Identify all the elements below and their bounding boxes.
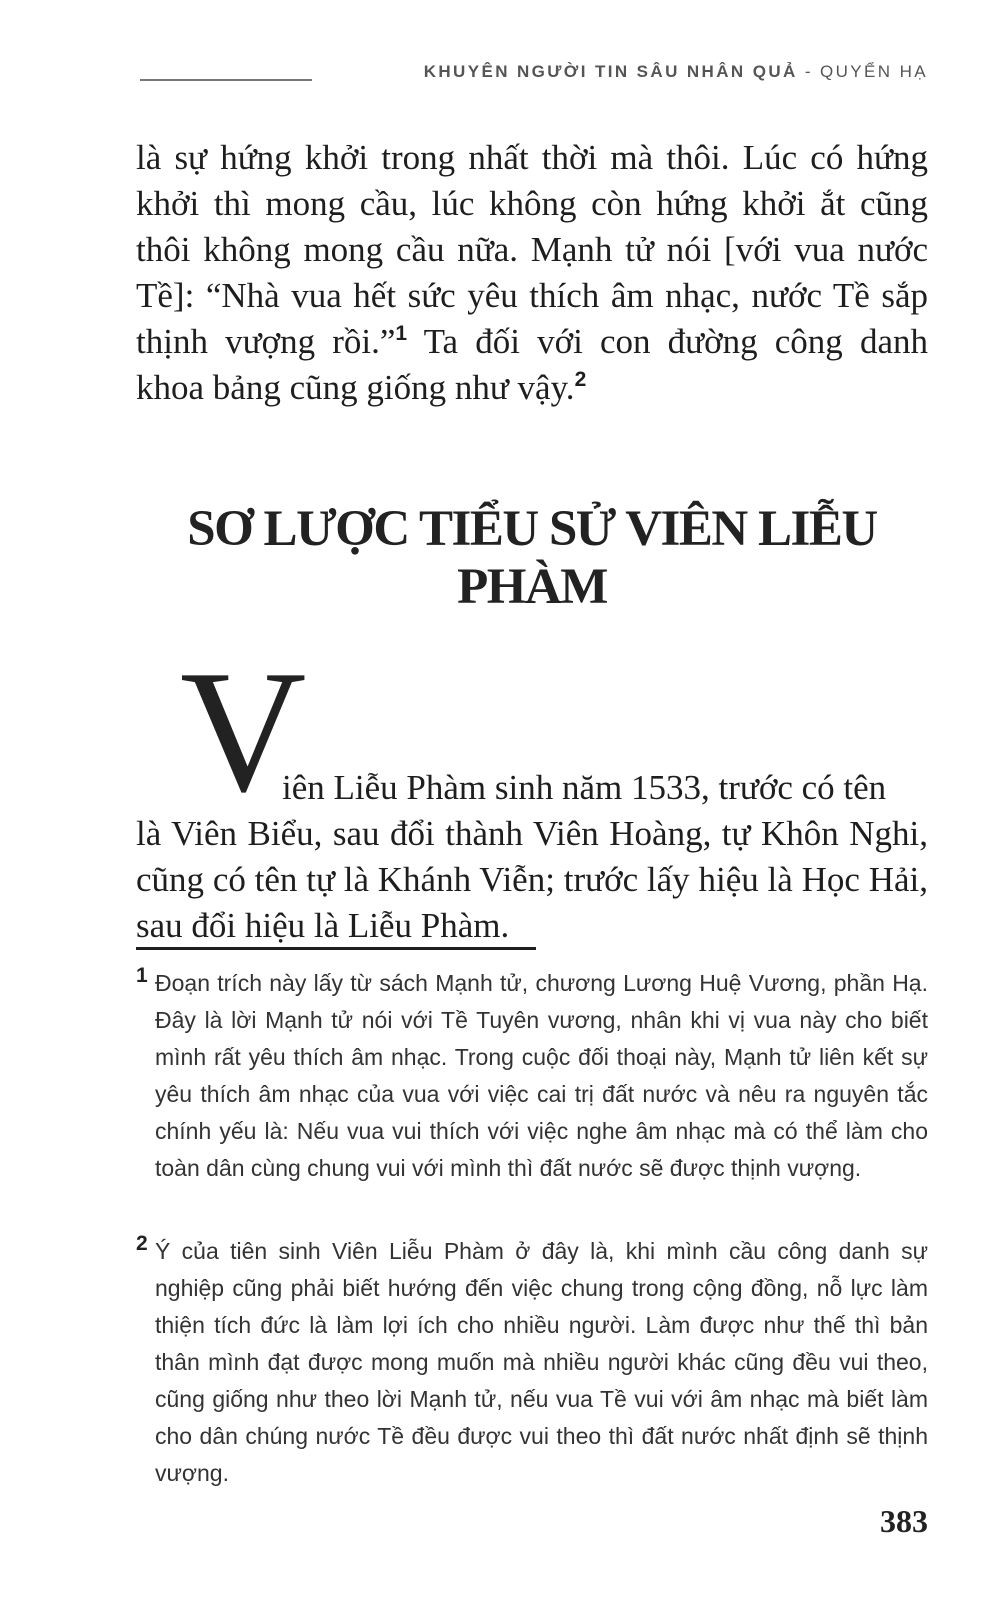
section-title-line-1: SƠ LƯỢC TIỂU SỬ VIÊN LIỄU <box>187 501 877 557</box>
footnote-ref-2[interactable]: 2 <box>574 368 587 391</box>
paragraph-1-text: là sự hứng khởi trong nhất thời mà thôi. Lúc có hứng khởi thì mong cầu, lúc không còn hứng khởi ắt cũng thôi không mong cầu nữa. Mạnh tử nói [với vua nước Tề]: “Nhà vua hết sức yêu thích âm nhạc, nước Tề sắp thịnh vượng rồi.” <box>136 138 928 361</box>
footnote-ref-1[interactable]: 1 <box>395 322 408 345</box>
footnote-1 <box>136 965 928 1187</box>
footnote-2-text: Ý của tiên sinh Viên Liễu Phàm ở đây là, khi mình cầu công danh sự nghiệp cũng phải biết hướng đến việc chung trong cộng đồng, nỗ lực làm thiện tích đức là làm lợi ích cho nhiều người. Làm được như thế thì bản thân mình đạt được mong muốn mà nhiều người khác cũng đều vui theo, cũng giống như theo lời Mạnh tử, nếu vua Tề vui với âm nhạc mà biết làm cho dân chúng nước Tề đều được vui theo thì đất nước nhất định sẽ thịnh vượng. <box>155 1238 928 1486</box>
footnote-2 <box>136 1233 928 1492</box>
section-title-line-2: PHÀM <box>457 559 607 615</box>
footnote-1-number: 1 <box>136 964 148 987</box>
paragraph-1 <box>136 135 928 411</box>
paragraph-2: là Viên Biểu, sau đổi thành Viên Hoàng, tự Khôn Nghi, cũng có tên tự là Khánh Viễn; trước lấy hiệu là Học Hải, sau đổi hiệu là Liễu Phàm. <box>136 814 928 945</box>
paragraph-2-first-line: iên Liễu Phàm sinh năm 1533, trước có tên <box>282 768 887 807</box>
running-head-separator: - <box>804 62 813 81</box>
running-head <box>424 62 928 82</box>
section-title <box>136 500 928 616</box>
header-rule <box>140 79 312 81</box>
running-head-book-title: KHUYÊN NGƯỜI TIN SÂU NHÂN QUẢ <box>423 62 798 81</box>
footnote-1-text: Đoạn trích này lấy từ sách Mạnh tử, chương Lương Huệ Vương, phần Hạ. Đây là lời Mạnh tử nói với Tề Tuyên vương, nhân khi vị vua này cho biết mình rất yêu thích âm nhạc. Trong cuộc đối thoại này, Mạnh tử liên kết sự yêu thích âm nhạc của vua với việc cai trị đất nước và nêu ra nguyên tắc chính yếu là: Nếu vua vui thích với việc nghe âm nhạc mà có thể làm cho toàn dân cùng chung vui với mình thì đất nước sẽ được thịnh vượng. <box>155 970 928 1181</box>
running-head-volume: QUYỂN HẠ <box>820 62 928 81</box>
page-number: 383 <box>880 1503 928 1539</box>
drop-cap: V <box>180 634 307 828</box>
footnote-separator <box>136 947 536 950</box>
footnote-2-number: 2 <box>136 1232 148 1255</box>
paragraph-1-text-2: Ta đối với con đường công danh khoa bảng cũng giống như vậy. <box>136 322 928 407</box>
